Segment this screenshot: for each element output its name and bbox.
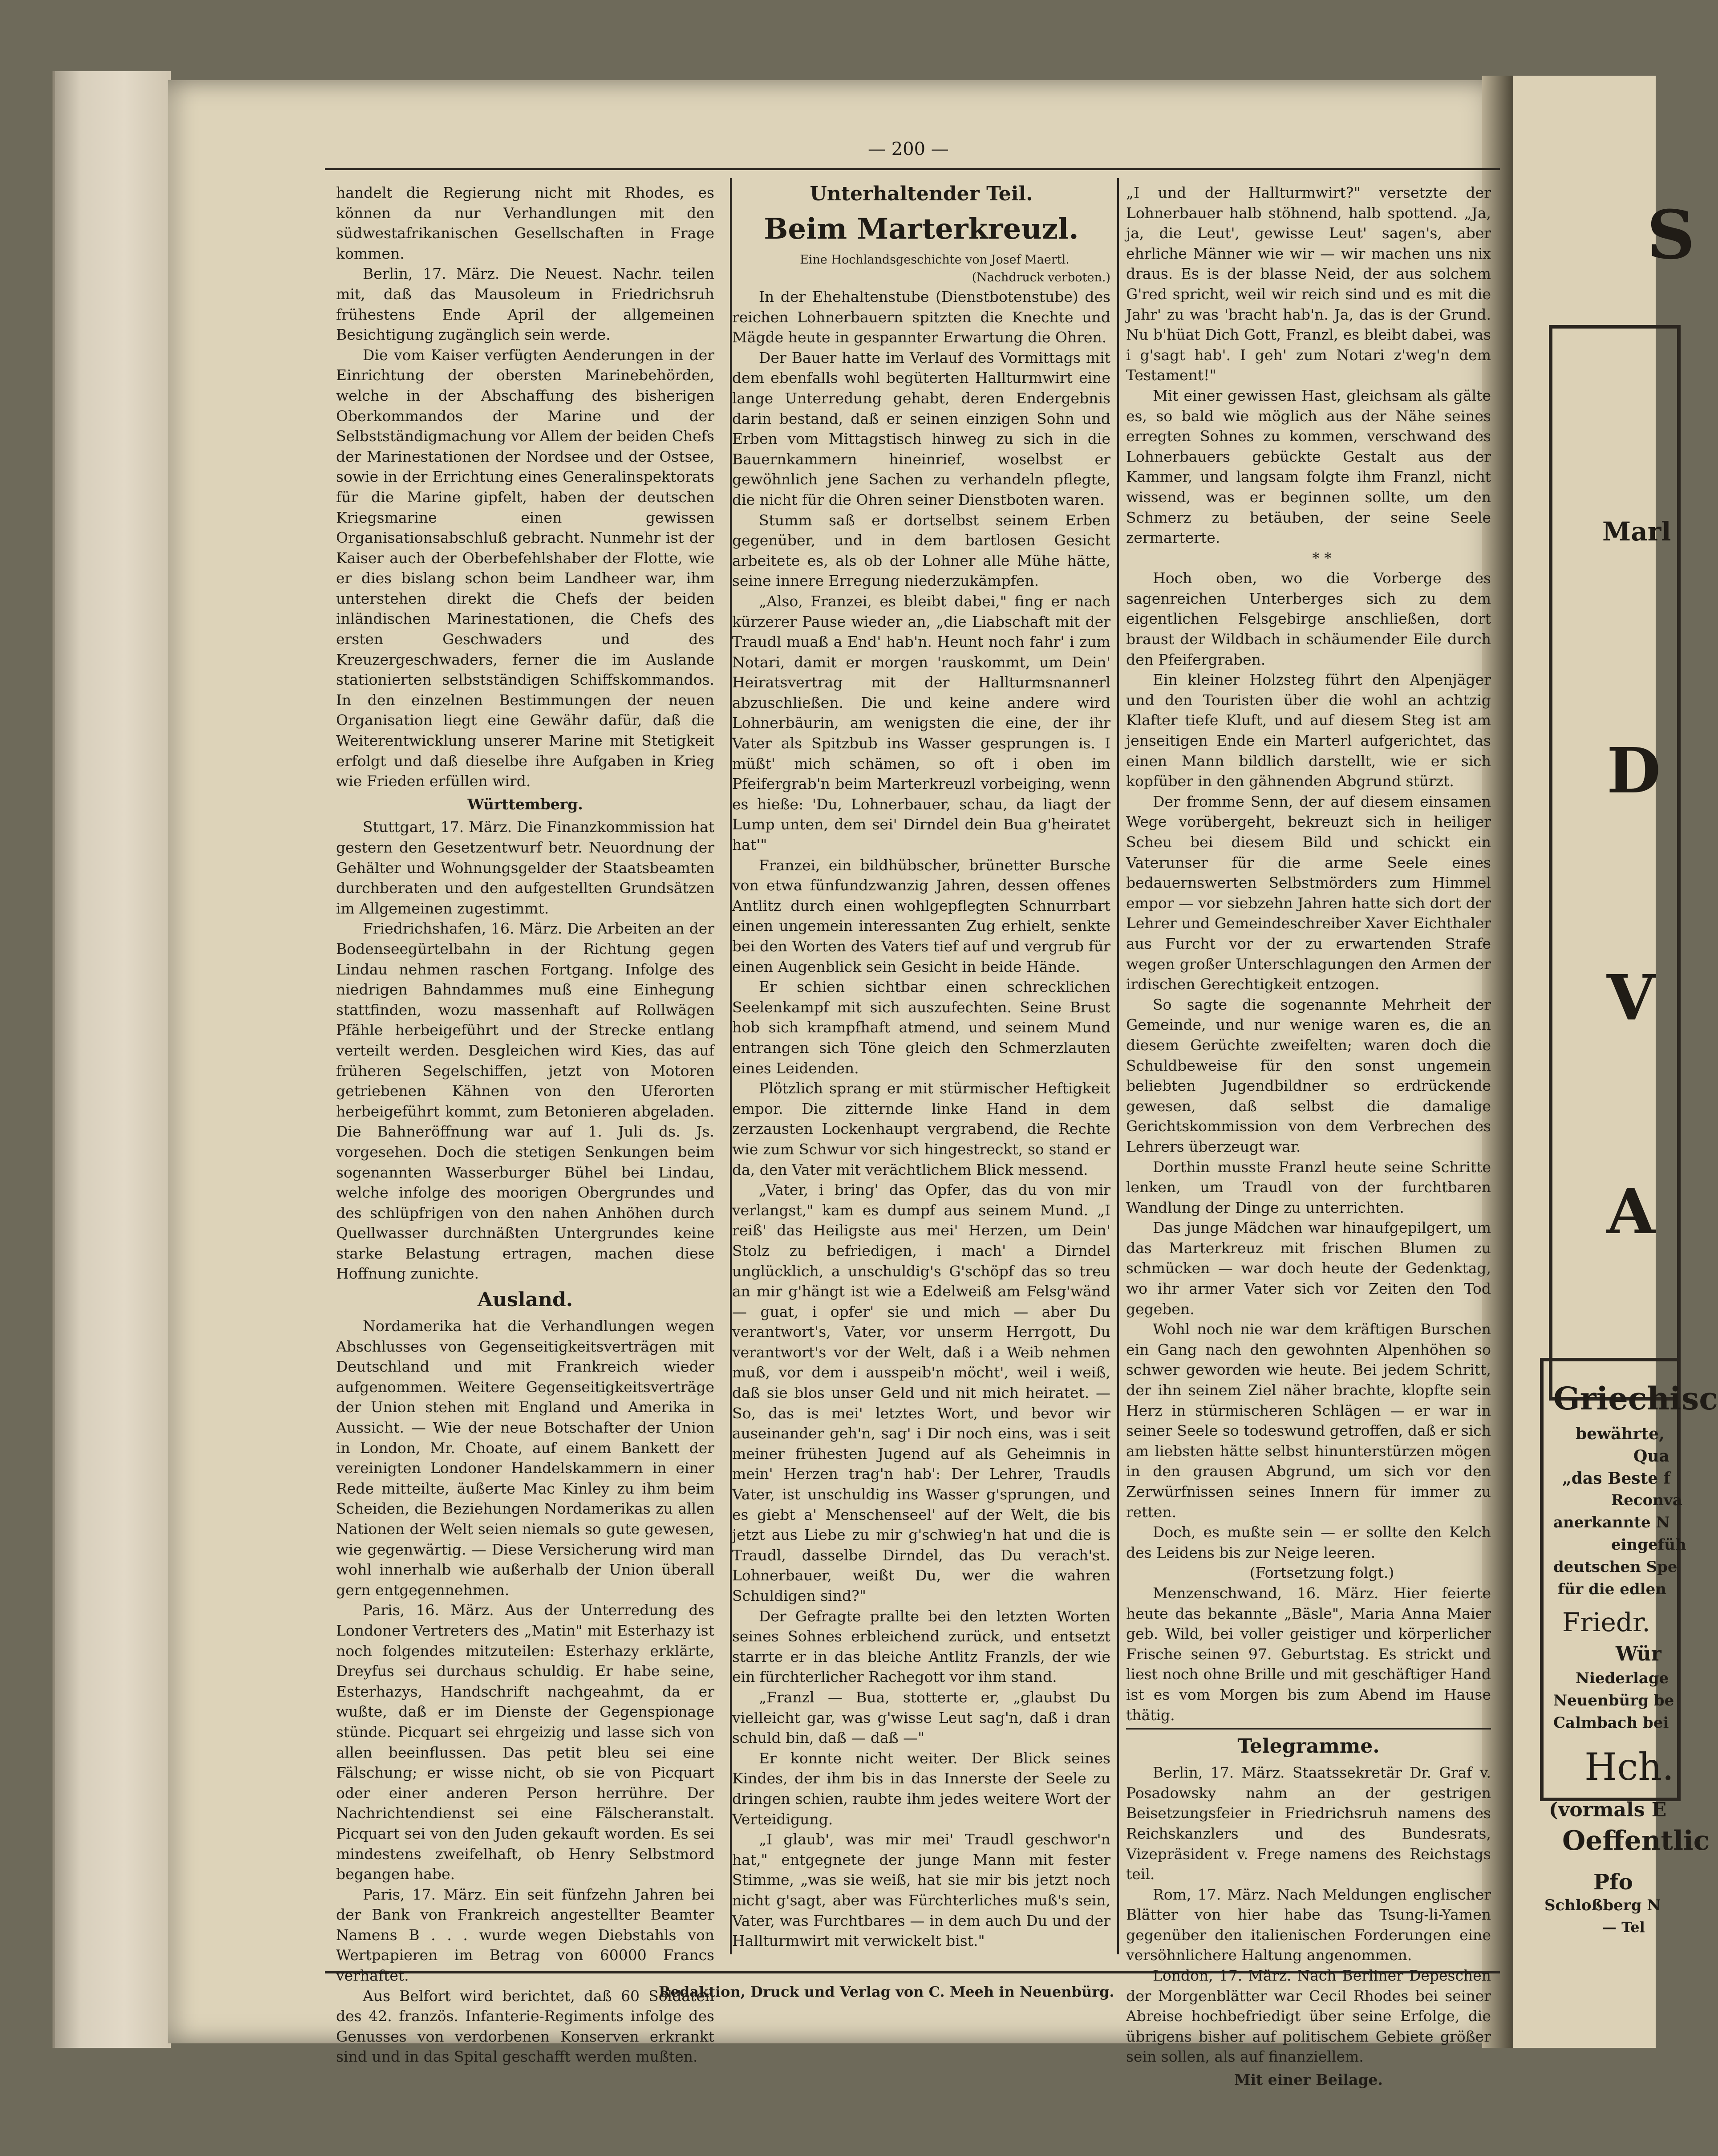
next-page-fragment xyxy=(1513,76,1718,2048)
paragraph: Das junge Mädchen war hinaufgepilgert, um das Marterkreuz mit frischen Blumen zu schmücken — war doch heute der Gedenktag, wo ihr armer Vater sich vor Zeiten den Tod gegeben. xyxy=(1126,1219,1491,1318)
fragment-friedr: Friedr. xyxy=(1562,1607,1650,1637)
section-title: Unterhaltender Teil. xyxy=(810,183,1033,205)
paragraph: Franzei, ein bildhübscher, brünetter Bursche von etwa fünfundzwanzig Jahren, dessen offenes Antlitz durch einen wohlgepflegten Schnurrbart einen ungemein interessanten Zug erhielt, senkte bei den Worten des Vaters tief auf und vergrub für einen Augenblick sein Gesicht in beide Hände. xyxy=(732,856,1110,975)
fragment-fuer-die: für die edlen xyxy=(1558,1580,1666,1598)
paragraph: Stuttgart, 17. März. Die Finanzkommission hat gestern den Gesetzentwurf betr. Neuordnung der Gehälter und Wohnungsgelder der Staatsbeamten durchberaten und den aufgestellten Grundsätzen im Allgemeinen zugestimmt. xyxy=(336,818,714,917)
page-number: — 200 — xyxy=(868,139,949,159)
fragment-top-letter: S xyxy=(1647,196,1695,274)
fragment-griechische: Griechisc xyxy=(1553,1380,1718,1417)
fragment-deutschen: deutschen Spe xyxy=(1553,1558,1677,1576)
fragment-schlossberg: Schloßberg N xyxy=(1544,1896,1661,1914)
paragraph: In der Ehehaltenstube (Dienstbotenstube) des reichen Lohnerbauern spitzten die Knechte und Mägde heute in gespannter Erwartung die Ohren. xyxy=(732,288,1110,346)
paragraph: Plötzlich sprang er mit stürmischer Heftigkeit empor. Die zitternde linke Hand in dem zerzausten Lockenhaupt vergrabend, die Rechte wie zum Schwur vor sich hingestreckt, so stand er da, den Vater mit verächtlichem Blick messend. xyxy=(732,1080,1110,1178)
fragment-neuenbuerg: Neuenbürg be xyxy=(1553,1692,1674,1709)
paragraph: Paris, 16. März. Aus der Unterredung des Londoner Vertreters des „Matin" mit Esterhazy ist noch folgendes mitzuteilen: Esterhazy erklärte, Dreyfus sei durchaus schuldig. Er habe seine, Esterhazys, Handschrift nachgeahmt, da er wußte, daß er im Dienste der Gegenspionage stünde. Picquart sei ehrgeizig und lasse sich von allen beeinflussen. Das petit bleu sei eine Fälschung; er wisse nicht, ob sie von Picquart oder einer anderen Person herrühre. Der Nachrichtendienst sei eine Fälscheranstalt. Picquart sei von den Juden gekauft worden. Es sei mindestens zweifelhaft, ob Henry Selbstmord begangen habe. xyxy=(336,1601,714,1883)
paragraph: Berlin, 17. März. Staatssekretär Dr. Graf v. Posadowsky nahm an der gestrigen Beisetzungsfeier in Friedrichsruh namens des Reichskanzlers und des Bundesrats, Vizepräsident v. Frege namens des Reichstags teil. xyxy=(1126,1764,1491,1883)
fragment-qua: Qua xyxy=(1633,1447,1669,1466)
paragraph: „I und der Hallturmwirt?" versetzte der Lohnerbauer halb stöhnend, halb spottend. „Ja, ja, die Leut', gewisse Leut' sagen's, aber ehrliche Männer wie wir — wir machen uns nix draus. Es is der blasse Neid, der aus solchem G'red spricht, weil wir reich sind und es mit die Jahr' zu was 'bracht hab'n. Ja, das is der Grund. Nu b'hüat Dich Gott, Franzl, es bleibt dabei, was i g'sagt hab'. I geh' zum Notari z'weg'n dem Testament!" xyxy=(1126,184,1491,384)
paragraph: Er schien sichtbar einen schrecklichen Seelenkampf mit sich auszufechten. Seine Brust hob sich krampfhaft atmend, und seinem Mund entrangen sich Töne gleich den Schmerzlauten eines Leidenden. xyxy=(732,978,1110,1077)
section-separator-asterisks: * * xyxy=(1312,549,1332,567)
paragraph: „I glaub', was mir mei' Traudl geschwor'n hat," entgegnete der junge Mann mit fester Stimme, „was sie weiß, hat sie mir bis jetzt noch nicht g'sagt, aber was Fürchterliches muß's sein, Vater, was Furchtbares — in dem auch Du und der Hallturmwirt mit verwickelt bist." xyxy=(732,1831,1110,1950)
fragment-wuer: Wür xyxy=(1616,1643,1661,1665)
paragraph: Er konnte nicht weiter. Der Blick seines Kindes, der ihm bis in das Innerste der Seele zu dringen schien, raubte ihm jedes weitere Wort der Verteidigung. xyxy=(732,1749,1110,1828)
paragraph: Friedrichshafen, 16. März. Die Arbeiten an der Bodenseegürtelbahn in der Richtung gegen Lindau nehmen raschen Fortgang. Infolge des niedrigen Bahndammes muß eine Einhegung stattfinden, wozu massenhaft auf Rollwägen Pfähle herbeigeführt und der Strecke entlang verteilt werden. Desgleichen wird Kies, das auf früheren Segelschiffen, jetzt von Motoren getriebenen Kähnen von den Uferorten herbeigeführt kommt, zum Betonieren abgeladen. Die Bahneröffnung war auf 1. Juli ds. Js. vorgesehen. Doch die stetigen Senkungen beim sogenannten Wasserburger Bühel bei Lindau, welche infolge des moorigen Obergrundes und des schlüpfrigen von den nahen Anhöhen durch Quellwasser durchnäßten Untergrundes keine starke Belastung ertragen, machen diese Hoffnung zunichte. xyxy=(336,920,714,1283)
column-divider-1 xyxy=(730,178,732,1954)
fragment-pfo: Pfo xyxy=(1593,1870,1633,1895)
section-heading-telegramme: Telegramme. xyxy=(1126,1728,1491,1760)
paragraph: So sagte die sogenannte Mehrheit der Gemeinde, und nur wenige waren es, die an diesem Gerüchte zweifelten; waren doch die Schuldbeweise für den sonst ungemein beliebten Jugendbildner so erdrückende gewesen, daß selbst die damalige Gerichtskommission von dem Verbrechen des Lehrers überzeugt war. xyxy=(1126,995,1491,1155)
header-rule xyxy=(325,168,1500,170)
paragraph: Mit einer gewissen Hast, gleichsam als gälte es, so bald wie möglich aus der Nähe seines erregten Sohnes zu kommen, verschwand des Lohnerbauers gebückte Gestalt aus der Kammer, und langsam folgte ihm Franzl, nicht wissend, was er beginnen sollte, um den Schmerz zu betäuben, der seine Seele zermarterte. xyxy=(1126,386,1491,547)
paragraph: London, 17. März. Nach Berliner Depeschen der Morgenblätter war Cecil Rhodes bei seiner Abreise hochbefriedigt über seine Erfolge, die übrigens bisher auf politischem Gebiete größer sein sollen, als auf finanziellem. xyxy=(1126,1967,1491,2066)
paragraph: Der Bauer hatte im Verlauf des Vormittags mit dem ebenfalls wohl begüterten Hallturmwirt eine lange Unterredung gehabt, deren Endergebnis darin bestand, daß er seinen einzigen Sohn und Erben vom Mittagstisch hinweg zu sich in die Bauernkammern hineinrief, woselbst er gewöhnlich jene Sachen zu verhandeln pflegte, die nicht für die Ohren seiner Dienstboten waren. xyxy=(732,349,1110,508)
fragment-a: A xyxy=(1607,1175,1655,1248)
paragraph: Menzenschwand, 16. März. Hier feierte heute das bekannte „Bäsle", Maria Anna Maier geb. Wild, bei voller geistiger und körperlicher Frische seinen 97. Geburtstag. Es strickt und liest noch ohne Brille und mit geschäftiger Hand ist es vom Morgen bis zum Abend im Hause thätig. xyxy=(1126,1584,1491,1724)
paragraph: Hoch oben, wo die Vorberge des sagenreichen Unterberges sich zu dem eigentlichen Felsgebirge anschließen, dort braust der Wildbach in schäumender Eile durch den Pfeifergraben. xyxy=(1126,569,1491,668)
reprint-note: (Nachdruck verboten.) xyxy=(972,271,1110,284)
paragraph: Doch, es mußte sein — er sollte den Kelch des Leidens bis zur Neige leeren. xyxy=(1126,1523,1491,1561)
paragraph: Wohl noch nie war dem kräftigen Burschen ein Gang nach den gewohnten Alpenhöhen so schwer geworden wie heute. Bei jedem Schritt, der ihn seinem Ziel näher brachte, klopfte sein Herz in stürmischeren Schlägen — er war in seiner Seele so todeswund getroffen, daß er sich am liebsten hätte selbst hinunterstürzen mögen in den grausen Abgrund, um sich vor den Zerwürfnissen seines Innern für immer zu retten. xyxy=(1126,1320,1491,1521)
fragment-das-beste: „das Beste f xyxy=(1562,1469,1671,1488)
paragraph: handelt die Regierung nicht mit Rhodes, es können da nur Verhandlungen mit den südwestafrikanischen Gesellschaften in Frage kommen. xyxy=(336,184,714,262)
paragraph: Aus Belfort wird berichtet, daß 60 Soldaten des 42. französ. Infanterie-Regiments infolge des Genusses von verdorbenen Konserven erkrankt sind und in das Spital geschafft werden mußten. xyxy=(336,1987,714,2066)
fragment-reconv: Reconva xyxy=(1611,1491,1682,1509)
supplement-note: Mit einer Beilage. xyxy=(1234,2071,1383,2089)
paragraph: „Vater, i bring' das Opfer, das du von mir verlangst," kam es dumpf aus seinem Mund. „I reiß' das Heiligste aus mei' Herzen, um Dein' Stolz zu befriedigen, i mach' a Dirndel unglücklich, a unschuldig's G'schöpf das so treu an mir g'hängt ist wie a Edelweiß am Felsg'wänd — guat, i opfer' sie und mich — aber Du verantwort's, Vater, vor unserm Herrgott, Du verantwort's vor der Welt, daß i a Weib nehmen muß, vor dem i ausspeib'n möcht', weil i weiß, daß sie blos unser Geld und nit mich heiratet. — So, das is mei' letztes Wort, und bevor wir auseinander geh'n, sag' i Dir noch eins, was i seit meiner frühesten Jugend auf als Geheimnis in mein' Herzen trag'n hab': Der Lehrer, Traudls Vater, ist unschuldig ins Wasser g'sprungen, und es giebt a' Menschenseel' auf der Welt, die bis jetzt aus Liebe zu mir g'schwieg'n hat und die is Traudl, dasselbe Dirndel, das Du verach'st. Lohnerbauer, weißt Du, wer die wahren Schuldigen sind?" xyxy=(732,1181,1110,1604)
paragraph: Paris, 17. März. Ein seit fünfzehn Jahren bei der Bank von Frankreich angestellter Beamter Namens B . . . wurde wegen Diebstahls von Wertpapieren im Betrag von 60000 Francs verhaftet. xyxy=(336,1885,714,1985)
fragment-bewaehrte: bewährte, xyxy=(1576,1425,1665,1443)
fragment-heh: Hch. xyxy=(1584,1745,1674,1789)
fragment-tel: — Tel xyxy=(1602,1919,1645,1936)
section-heading-wuerttemberg: Württemberg. xyxy=(467,795,583,813)
fragment-eingefuehrt: eingefüh xyxy=(1611,1536,1686,1554)
story-title: Beim Marterkreuzl. xyxy=(764,212,1079,246)
column-2 xyxy=(732,178,1110,1951)
paragraph: Der Gefragte prallte bei den letzten Worten seines Sohnes erbleichend zurück, und entsetzt starrte er in das bleiche Antlitz Franzls, der wie ein fürchterlicher Rachegott vor ihm stand. xyxy=(732,1607,1110,1686)
continued-note: (Fortsetzung folgt.) xyxy=(1249,1564,1394,1582)
paragraph: Dorthin musste Franzl heute seine Schritte lenken, um Traudl von der furchtbaren Wandlung der Dinge zu unterrichten. xyxy=(1126,1158,1491,1216)
paragraph: Berlin, 17. März. Die Neuest. Nachr. teilen mit, daß das Mausoleum in Friedrichsruh frühestens Ende April der allgemeinen Besichtigung zugänglich sein werde. xyxy=(336,265,714,344)
book-page-edges xyxy=(53,71,171,2048)
paragraph: Stumm saß er dortselbst seinem Erben gegenüber, und in dem bartlosen Gesicht arbeitete es, als ob der Lohner alle Mühe hätte, seine innere Erregung niederzukämpfen. xyxy=(732,511,1110,590)
fragment-vormals: (vormals E xyxy=(1549,1799,1667,1821)
column-1 xyxy=(336,183,714,2067)
column-3 xyxy=(1126,183,1491,2093)
paragraph: „Franzl — Bua, stotterte er, „glaubst Du vielleicht gar, was g'wisse Leut sag'n, daß i dran schuld bin, daß — daß —" xyxy=(732,1688,1110,1747)
story-subtitle: Eine Hochlandsgeschichte von Josef Maertl. xyxy=(800,253,1070,267)
fragment-marl: Marl xyxy=(1602,516,1671,547)
fragment-v: V xyxy=(1607,962,1655,1035)
fragment-niederlage: Niederlage xyxy=(1576,1669,1669,1687)
section-heading-ausland: Ausland. xyxy=(477,1288,573,1311)
fragment-d: D xyxy=(1607,735,1661,808)
fragment-calmbach: Calmbach bei xyxy=(1553,1714,1669,1732)
paragraph: Die vom Kaiser verfügten Aenderungen in der Einrichtung der obersten Marinebehörden, welche in der Abschaffung des bisherigen Oberkommandos der Marine und der Selbstständigmachung vor Allem der beiden Chefs der Marinestationen der Nordsee und der Ostsee, sowie in der Errichtung eines Generalinspektorats für die Marine gipfelt, haben der deutschen Kriegsmarine einen gewissen Organisationsabschluß gebracht. Nunmehr ist der Kaiser auch der Oberbefehlshaber der Flotte, wie er dies bislang schon beim Landheer war, ihm unterstehen direkt die Chefs der beiden inländischen Marinestationen, die Chefs des ersten Geschwaders und des Kreuzergeschwaders, ferner die im Auslande stationierten selbstständigen Schiffskommandos. In den einzelnen Bestimmungen der neuen Organisation liegt eine Gewähr dafür, daß die Weiterentwicklung unserer Marine mit Stetigkeit erfolgt und daß dieselbe ihre Aufgaben in Krieg wie Frieden erfüllen wird. xyxy=(336,346,714,790)
paragraph: Der fromme Senn, der auf diesem einsamen Wege vorübergeht, bekreuzt sich in heiliger Scheu bei diesem Bild und schickt ein Vaterunser für die arme Seele eines bedauernswerten Selbstmörders zum Himmel empor — vor siebzehn Jahren hatte sich dort der Lehrer und Gemeindeschreiber Xaver Eichthaler aus Furcht vor der zu erwartenden Strafe wegen großer Unterschlagungen den Armen der irdischen Gerechtigkeit entzogen. xyxy=(1126,792,1491,993)
paragraph: Nordamerika hat die Verhandlungen wegen Abschlusses von Gegenseitigkeitsverträgen mit Deutschland und mit Frankreich wieder aufgenommen. Weitere Gegenseitigkeitsverträge der Union stehen mit England und Amerika in Aussicht. — Wie der neue Botschafter der Union in London, Mr. Choate, auf einem Bankett der vereinigten Londoner Handelskammern in einer Rede mitteilte, äußerte Mac Kinley zu ihm beim Scheiden, die Beziehungen Nordamerikas zu allen Nationen der Welt seien niemals so gute gewesen, wie gegenwärtig. — Diese Versicherung wird man wohl innerhalb wie außerhalb der Union überall gern entgegennehmen. xyxy=(336,1317,714,1599)
paragraph: „Also, Franzei, es bleibt dabei," fing er nach kürzerer Pause wieder an, „die Liabschaft mit der Traudl muaß a End' hab'n. Heunt noch fahr' i zum Notari, damit er morgen 'rauskommt, um Dein' Heiratsvertrag mit der Hallturmsnannerl abzuschließen. Die und keine andere wird Lohnerbäurin, am wenigsten die eine, der ihr Vater als Spitzbub ins Wasser gesprungen is. I müßt' mich schämen, so oft i oben im Pfeifergrab'n beim Marterkreuzl vorbeiging, wenn es hieße: 'Du, Lohnerbauer, schau, da liagt der Lump unten, dem sei' Dirndel dein Bua g'heiratet hat'" xyxy=(732,592,1110,854)
paragraph: Ein kleiner Holzsteg führt den Alpenjäger und den Touristen über die wohl an achtzig Klafter tiefe Kluft, und auf diesem Steg ist am jenseitigen Ende ein Marterl aufgerichtet, das einen Mann bildlich darstellt, wie er sich kopfüber in den gähnenden Abgrund stürzt. xyxy=(1126,671,1491,790)
paragraph: Rom, 17. März. Nach Meldungen englischer Blätter von hier habe das Tsung-li-Yamen gegenüber den italienischen Forderungen eine versöhnlichere Haltung angenommen. xyxy=(1126,1885,1491,1964)
imprint: Redaktion, Druck und Verlag von C. Meeh in Neuenbürg. xyxy=(659,1983,1114,2000)
fragment-oeffentl: Oeffentlic xyxy=(1562,1825,1710,1856)
column-divider-2 xyxy=(1117,178,1119,1954)
fragment-anerkannte: anerkannte N xyxy=(1553,1514,1670,1531)
